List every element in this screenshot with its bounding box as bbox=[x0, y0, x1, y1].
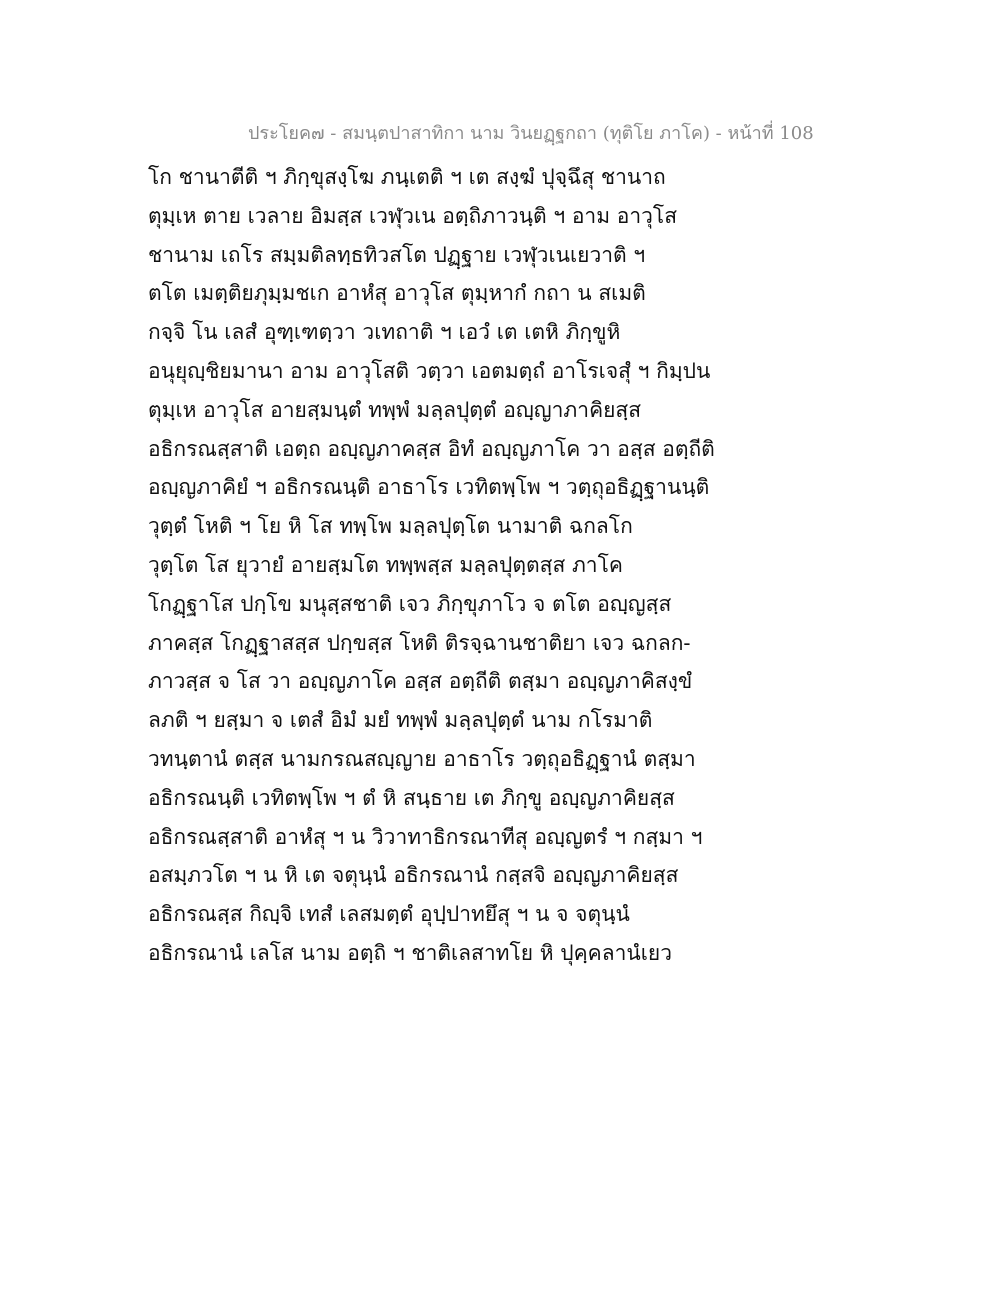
body-text bbox=[148, 158, 715, 973]
text-line: อสมฺภวโต ฯ น หิ เต จตุนฺนํ อธิกรณานํ กสฺสจิ อญฺญภาคิยสฺส bbox=[148, 863, 679, 888]
text-line: วทนฺตานํ ตสฺส นามกรณสญฺญาย อาธาโร วตฺถุอธิฏฺฐานํ ตสฺมา bbox=[148, 746, 696, 771]
text-line: วุตฺตํ โหติ ฯ โย หิ โส ทพฺโพ มลฺลปุตฺโต นามาติ ฉกลโก bbox=[148, 514, 633, 539]
text-line: ตโต เมตฺติยภุมฺมชเก อาหํสุ อาวุโส ตุมฺหากํ กถา น สเมติ bbox=[148, 281, 646, 306]
text-line: อธิกรณสฺสาติ อาหํสุ ฯ น วิวาทาธิกรณาทีสุ อญฺญตรํ ฯ กสฺมา ฯ bbox=[148, 824, 703, 849]
text-line: อนุยุญฺชิยมานา อาม อาวุโสติ วตฺวา เอตมตฺถํ อาโรเจสุํ ฯ กิมฺปน bbox=[148, 358, 711, 383]
text-line: วุตฺโต โส ยุวายํ อายสฺมโต ทพฺพสฺส มลฺลปุตฺตสฺส ภาโค bbox=[148, 552, 623, 577]
text-line: อธิกรณสฺส กิญฺจิ เทสํ เลสมตฺตํ อุปฺปาทยึสุ ฯ น จ จตุนฺนํ bbox=[148, 902, 630, 927]
text-line: โก ชานาตีติ ฯ ภิกฺขุสงฺโฆ ภนฺเตติ ฯ เต สงฺฆํ ปุจฺฉึสุ ชานาถ bbox=[148, 165, 666, 189]
text-line: ลภติ ฯ ยสฺมา จ เตสํ อิมํ มยํ ทพฺพํ มลฺลปุตฺตํ นาม กโรมาติ bbox=[148, 708, 653, 733]
text-line: ตุมฺเห ตาย เวลาย อิมสฺส เวฬุวเน อตฺถิภาวนฺติ ฯ อาม อาวุโส bbox=[148, 203, 678, 228]
text-line: ชานาม เถโร สมฺมติลทฺธทิวสโต ปฏฺฐาย เวฬุวเนเยวาติ ฯ bbox=[148, 242, 646, 267]
text-line: อธิกรณนฺติ เวทิตพฺโพ ฯ ตํ หิ สนฺธาย เต ภิกฺขู อญฺญภาคิยสฺส bbox=[148, 785, 675, 810]
text-line: กจฺจิ โน เลสํ อุฑฺเฑตฺวา วเทถาติ ฯ เอวํ เต เตหิ ภิกฺขูหิ bbox=[148, 320, 621, 345]
running-header: ประโยค๗ - สมนฺตปาสาทิกา นาม วินยฏฺฐกถา (ทุติโย ภาโค) - หน้าที่ 108 bbox=[248, 123, 814, 144]
text-line: โกฏฺฐาโส ปกฺโข มนุสฺสชาติ เจว ภิกฺขุภาโว จ ตโต อญฺญสฺส bbox=[148, 591, 672, 616]
text-line: อธิกรณานํ เลโส นาม อตฺถิ ฯ ชาติเลสาทโย หิ ปุคฺคลานํเยว bbox=[148, 940, 672, 965]
text-line: อญฺญภาคิยํ ฯ อธิกรณนฺติ อาธาโร เวทิตพฺโพ ฯ วตฺถุอธิฏฺฐานนฺติ bbox=[148, 475, 710, 500]
text-line: ตุมฺเห อาวุโส อายสฺมนฺตํ ทพฺพํ มลฺลปุตฺตํ อญฺญาภาคิยสฺส bbox=[148, 397, 642, 422]
text-line: ภาวสฺส จ โส วา อญฺญภาโค อสฺส อตฺถีติ ตสฺมา อญฺญภาคิสงฺขํ bbox=[148, 669, 693, 694]
text-line: ภาคสฺส โกฏฺฐาสสฺส ปกฺขสฺส โหติ ติรจฺฉานชาติยา เจว ฉกลก- bbox=[148, 630, 691, 655]
text-line: อธิกรณสฺสาติ เอตฺถ อญฺญภาคสฺส อิทํ อญฺญภาโค วา อสฺส อตฺถีติ bbox=[148, 436, 715, 461]
